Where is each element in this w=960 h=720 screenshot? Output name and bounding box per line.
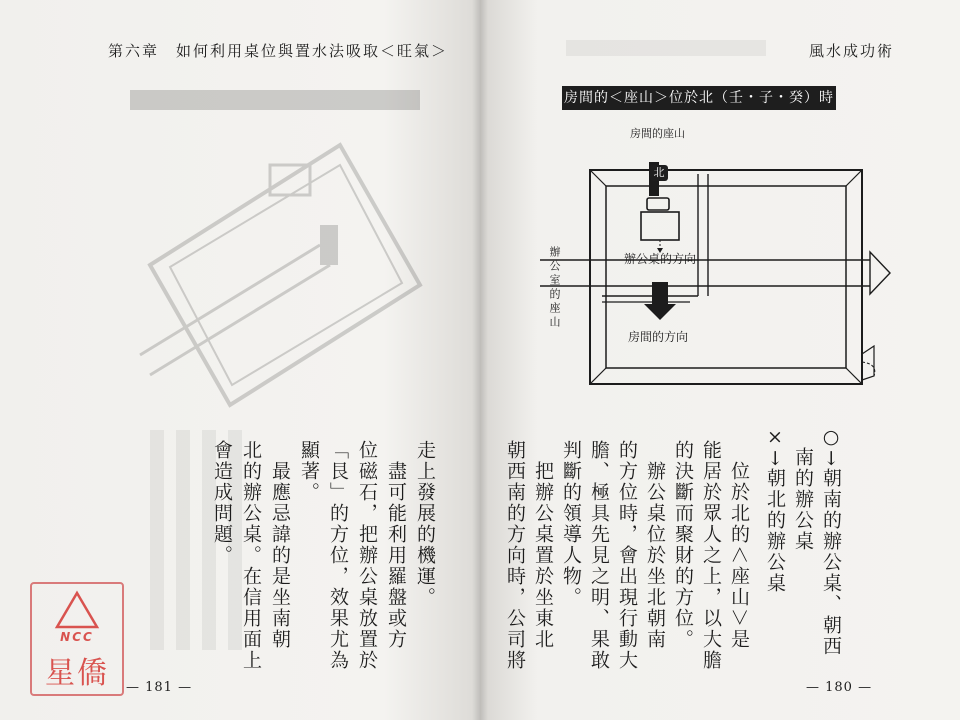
right-body-column-9: 膽、極具先見之明、果敢	[588, 440, 610, 671]
right-body-column-12: 朝西南的方向時，公司將	[504, 440, 526, 671]
right-body-column-7: 辦公桌位於坐北朝南	[644, 440, 666, 650]
north-badge: 北	[650, 165, 668, 181]
right-body-column-6: 的決斷而聚財的方位。	[672, 440, 694, 650]
show-through-text-right	[566, 40, 766, 56]
right-page-header: 風水成功術	[808, 42, 894, 60]
right-body-column-11: 把辦公桌置於坐東北	[532, 440, 554, 650]
stamp-ncc-text: NCC	[60, 630, 94, 644]
room-seat-label: 房間的座山	[630, 127, 685, 140]
left-body-column-8: 會造成問題。	[211, 440, 233, 566]
desk-icon	[641, 212, 679, 240]
desk-direction-label: 辦公桌的方向	[624, 252, 697, 266]
ncc-watermark-stamp	[30, 582, 124, 696]
room-direction-arrow	[644, 282, 676, 320]
right-body-column-2: 南的辦公桌	[792, 426, 814, 552]
book-gutter	[472, 0, 488, 720]
left-body-column-4: 「艮」的方位，效果尤為	[327, 440, 349, 671]
stamp-name-text: 星僑	[45, 656, 109, 691]
left-page-number: — 181 —	[126, 680, 193, 695]
right-page-number: — 180 —	[806, 680, 873, 695]
right-body-column-3: ×→朝北的辦公桌	[764, 426, 786, 594]
left-body-column-3: 位磁石，把辦公桌放置於	[356, 440, 378, 671]
right-body-column-1: ○→朝南的辦公桌、朝西	[820, 426, 842, 657]
left-page-header: 第六章 如何利用桌位與置水法吸取＜旺氣＞	[108, 42, 449, 60]
show-through-diagram	[120, 85, 440, 415]
diagram-banner: 房間的＜座山＞位於北（壬・子・癸）時	[562, 86, 836, 110]
floor-plan-diagram	[540, 150, 940, 410]
right-body-column-10: 判斷的領導人物。	[560, 440, 582, 608]
room-direction-label: 房間的方向	[628, 330, 689, 344]
left-body-column-5: 顯著。	[298, 440, 320, 503]
office-direction-arrow	[870, 252, 890, 294]
triangle-logo-icon	[54, 590, 100, 630]
office-seat-label: 辦公室的座山	[548, 246, 561, 330]
show-through-text	[150, 430, 250, 650]
left-body-column-2: 盡可能利用羅盤或方	[385, 440, 407, 650]
room-outer-wall	[590, 170, 862, 384]
right-body-column-5: 能居於眾人之上，以大膽	[700, 440, 722, 671]
right-body-column-4: 位於北的＜座山＞是	[728, 440, 750, 651]
left-body-column-1: 走上發展的機運。	[414, 440, 436, 608]
left-body-column-7: 北的辦公桌。在信用面上	[240, 440, 262, 671]
right-body-column-8: 的方位時，會出現行動大	[616, 440, 638, 671]
left-body-column-6: 最應忌諱的是坐南朝	[269, 440, 291, 650]
